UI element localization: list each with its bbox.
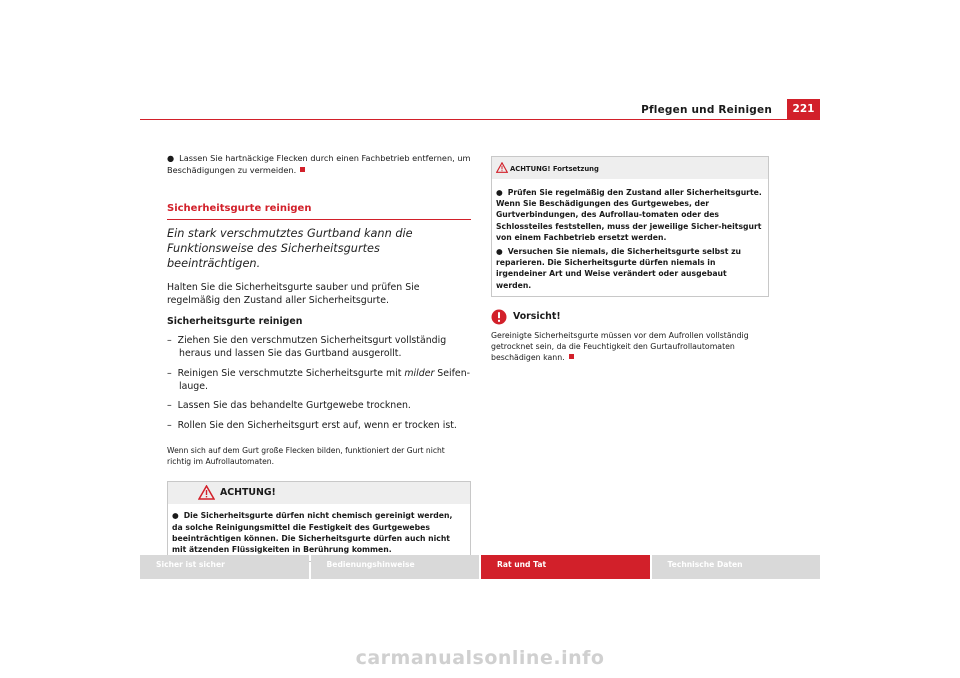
page-section-title: Pflegen und Reinigen <box>641 104 772 116</box>
warning-item <box>496 187 764 243</box>
right-column <box>491 152 769 363</box>
tab-rat-und-tat[interactable]: Rat und Tat <box>481 555 650 579</box>
tab-bedienungshinweise[interactable]: Bedienungshinweise <box>311 555 480 579</box>
caution-text: Gereinigte Sicherheitsgurte müssen vor dem Aufrollen vollständig getrocknet sein, da die Feuchtigkeit den Gurtaufrollautomaten beschädigen kann. <box>491 330 749 362</box>
step-text: Rollen Sie den Sicherheitsgurt erst auf, wenn er trocken ist. <box>177 419 457 431</box>
step-dash: – <box>167 334 172 346</box>
steps-heading: Sicherheitsgurte reinigen <box>167 315 303 327</box>
step-text: Reinigen Sie verschmutzte Sicherheitsgurte mit <box>177 367 405 379</box>
tab-sicher-ist-sicher[interactable]: Sicher ist sicher <box>140 555 309 579</box>
caution-title: Vorsicht! <box>513 311 561 323</box>
intro-bullet-text: Lassen Sie hartnäckige Flecken durch einen Fachbetrieb entfernen, um Beschädigungen zu vermeiden. <box>167 153 471 175</box>
step-emphasis: milder <box>404 367 435 379</box>
caution-heading <box>491 309 769 325</box>
section-title: Sicherheitsgurte reinigen <box>167 203 471 220</box>
warning-label: ACHTUNG! <box>220 487 276 499</box>
step-dash: – <box>167 400 172 412</box>
step-item <box>167 367 471 394</box>
step-dash: – <box>167 419 172 431</box>
warning-continued-box <box>491 156 769 297</box>
warning-item-text: Versuchen Sie niemals, die Sicherheitsgurte selbst zu reparieren. Die Sicherheitsgurte dürfen niemals in irgendeiner Art und Weise verändert oder ausgebaut werden. <box>496 247 742 290</box>
bullet-icon: ● <box>167 153 175 163</box>
step-text: Lassen Sie das behandelte Gurtgewebe trocknen. <box>177 400 411 412</box>
warning-box <box>167 481 471 562</box>
warning-continued-header <box>492 157 768 179</box>
left-column <box>167 152 471 562</box>
bullet-icon: ● <box>496 188 503 197</box>
step-item <box>167 334 471 361</box>
caution-text-block <box>491 330 769 363</box>
warning-body <box>168 504 470 561</box>
end-marker-icon <box>569 354 574 359</box>
page-number: 221 <box>787 99 820 119</box>
warning-text: Die Sicherheitsgurte dürfen nicht chemisch gereinigt werden, da solche Reinigungsmittel die Festigkeit des Gurtgewebes beeinträchtigen können. Die Sicherheitsgurte dürfen auch nicht mit ätzenden Flüssigkeiten in Berührung kommen. <box>172 511 453 555</box>
warning-triangle-icon <box>496 162 508 173</box>
caution-exclamation-icon <box>491 309 507 325</box>
step-text: Seifen-lauge. <box>179 367 471 393</box>
watermark: carmanualsonline.info <box>355 647 605 669</box>
bullet-icon: ● <box>496 247 503 257</box>
intro-paragraph: Halten Sie die Sicherheitsgurte sauber und prüfen Sie regelmäßig den Zustand aller Sicherheitsgurte. <box>167 282 420 307</box>
warning-header <box>168 482 470 504</box>
warning-continued-label: ACHTUNG! Fortsetzung <box>510 165 599 173</box>
warning-triangle-icon <box>198 485 215 500</box>
tab-technische-daten[interactable]: Technische Daten <box>652 555 821 579</box>
end-marker-icon <box>300 167 305 172</box>
bullet-icon: ● <box>172 511 179 521</box>
intro-bullet <box>167 152 471 176</box>
step-dash: – <box>167 367 172 379</box>
warning-item <box>496 246 764 291</box>
step-item <box>167 419 471 432</box>
section-subtitle: Ein stark verschmutztes Gurtband kann die Funktionsweise des Sicherheitsgurtes beeinträchtigen. <box>167 227 413 270</box>
step-text: Ziehen Sie den verschmutzen Sicherheitsgurt vollständig heraus und lassen Sie das Gurtband ausgerollt. <box>177 334 447 360</box>
step-item <box>167 399 471 412</box>
footer-nav <box>140 555 820 579</box>
note-text: Wenn sich auf dem Gurt große Flecken bilden, funktioniert der Gurt nicht richtig im Aufrollautomaten. <box>167 446 445 466</box>
header-divider <box>140 119 820 120</box>
warning-item-text: Prüfen Sie regelmäßig den Zustand aller Sicherheitsgurte. Wenn Sie Beschädigungen des Gurtgewebes, der Gurtverbindungen, des Aufrollau-tomaten oder des Schlossteiles feststellen, muss der jeweilige Sicher-heitsgurt von einem Fachbetrieb ersetzt werden. <box>496 188 762 242</box>
warning-continued-body <box>492 179 768 296</box>
